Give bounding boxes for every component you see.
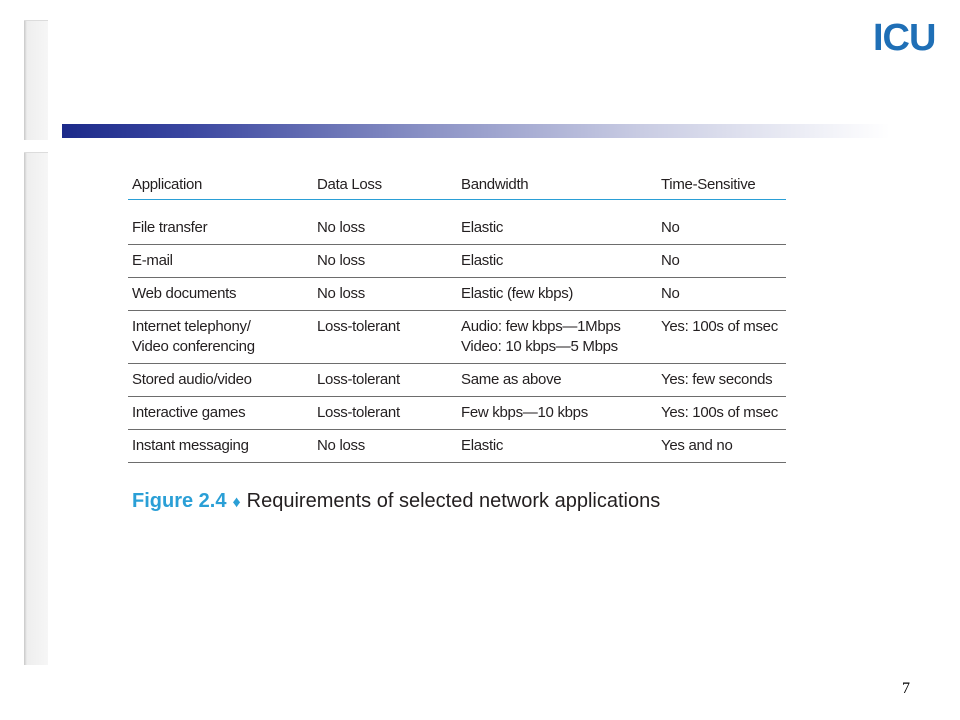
- cell-bandwidth: Audio: few kbps—1Mbps Video: 10 kbps—5 Mbps: [457, 311, 657, 364]
- cell-data-loss: No loss: [313, 200, 457, 245]
- cell-bandwidth: Elastic: [457, 245, 657, 278]
- header-bandwidth: Bandwidth: [457, 170, 657, 200]
- table-row: [128, 397, 786, 430]
- cell-time-sensitive: No: [657, 278, 786, 311]
- cell-time-sensitive: No: [657, 245, 786, 278]
- cell-data-loss: No loss: [313, 278, 457, 311]
- cell-time-sensitive: No: [657, 200, 786, 245]
- page-number: 7: [902, 680, 910, 697]
- table-row: [128, 430, 786, 463]
- cell-bandwidth: Same as above: [457, 364, 657, 397]
- table-row: [128, 311, 786, 364]
- cell-application: Stored audio/video: [128, 364, 313, 397]
- cell-application: Web documents: [128, 278, 313, 311]
- header-application: Application: [128, 170, 313, 200]
- requirements-table: [128, 170, 786, 463]
- cell-data-loss: Loss-tolerant: [313, 364, 457, 397]
- cell-time-sensitive: Yes and no: [657, 430, 786, 463]
- cell-bandwidth: Elastic: [457, 200, 657, 245]
- left-decorative-bar-bottom: [24, 152, 48, 665]
- table-row: [128, 200, 786, 245]
- cell-data-loss: Loss-tolerant: [313, 311, 457, 364]
- figure-caption: [132, 490, 660, 513]
- table-row: [128, 245, 786, 278]
- cell-bandwidth: Few kbps—10 kbps: [457, 397, 657, 430]
- table-row: [128, 364, 786, 397]
- header-data-loss: Data Loss: [313, 170, 457, 200]
- icu-logo: ICU: [873, 17, 936, 59]
- cell-data-loss: No loss: [313, 245, 457, 278]
- cell-time-sensitive: Yes: few seconds: [657, 364, 786, 397]
- cell-time-sensitive: Yes: 100s of msec: [657, 311, 786, 364]
- cell-application: File transfer: [128, 200, 313, 245]
- cell-application: Interactive games: [128, 397, 313, 430]
- cell-bandwidth: Elastic: [457, 430, 657, 463]
- cell-application: E-mail: [128, 245, 313, 278]
- left-decorative-bar-top: [24, 20, 48, 140]
- figure-caption-text: Requirements of selected network applications: [246, 490, 661, 512]
- header-time-sensitive: Time-Sensitive: [657, 170, 786, 200]
- cell-bandwidth: Elastic (few kbps): [457, 278, 657, 311]
- title-gradient-bar: [62, 124, 890, 138]
- cell-application: Instant messaging: [128, 430, 313, 463]
- table-row: [128, 278, 786, 311]
- cell-data-loss: Loss-tolerant: [313, 397, 457, 430]
- cell-data-loss: No loss: [313, 430, 457, 463]
- cell-time-sensitive: Yes: 100s of msec: [657, 397, 786, 430]
- figure-label: Figure 2.4: [132, 490, 227, 512]
- cell-application: Internet telephony/ Video conferencing: [128, 311, 313, 364]
- diamond-separator-icon: ♦: [232, 494, 241, 511]
- requirements-table-container: [128, 170, 786, 463]
- table-header-row: [128, 170, 786, 200]
